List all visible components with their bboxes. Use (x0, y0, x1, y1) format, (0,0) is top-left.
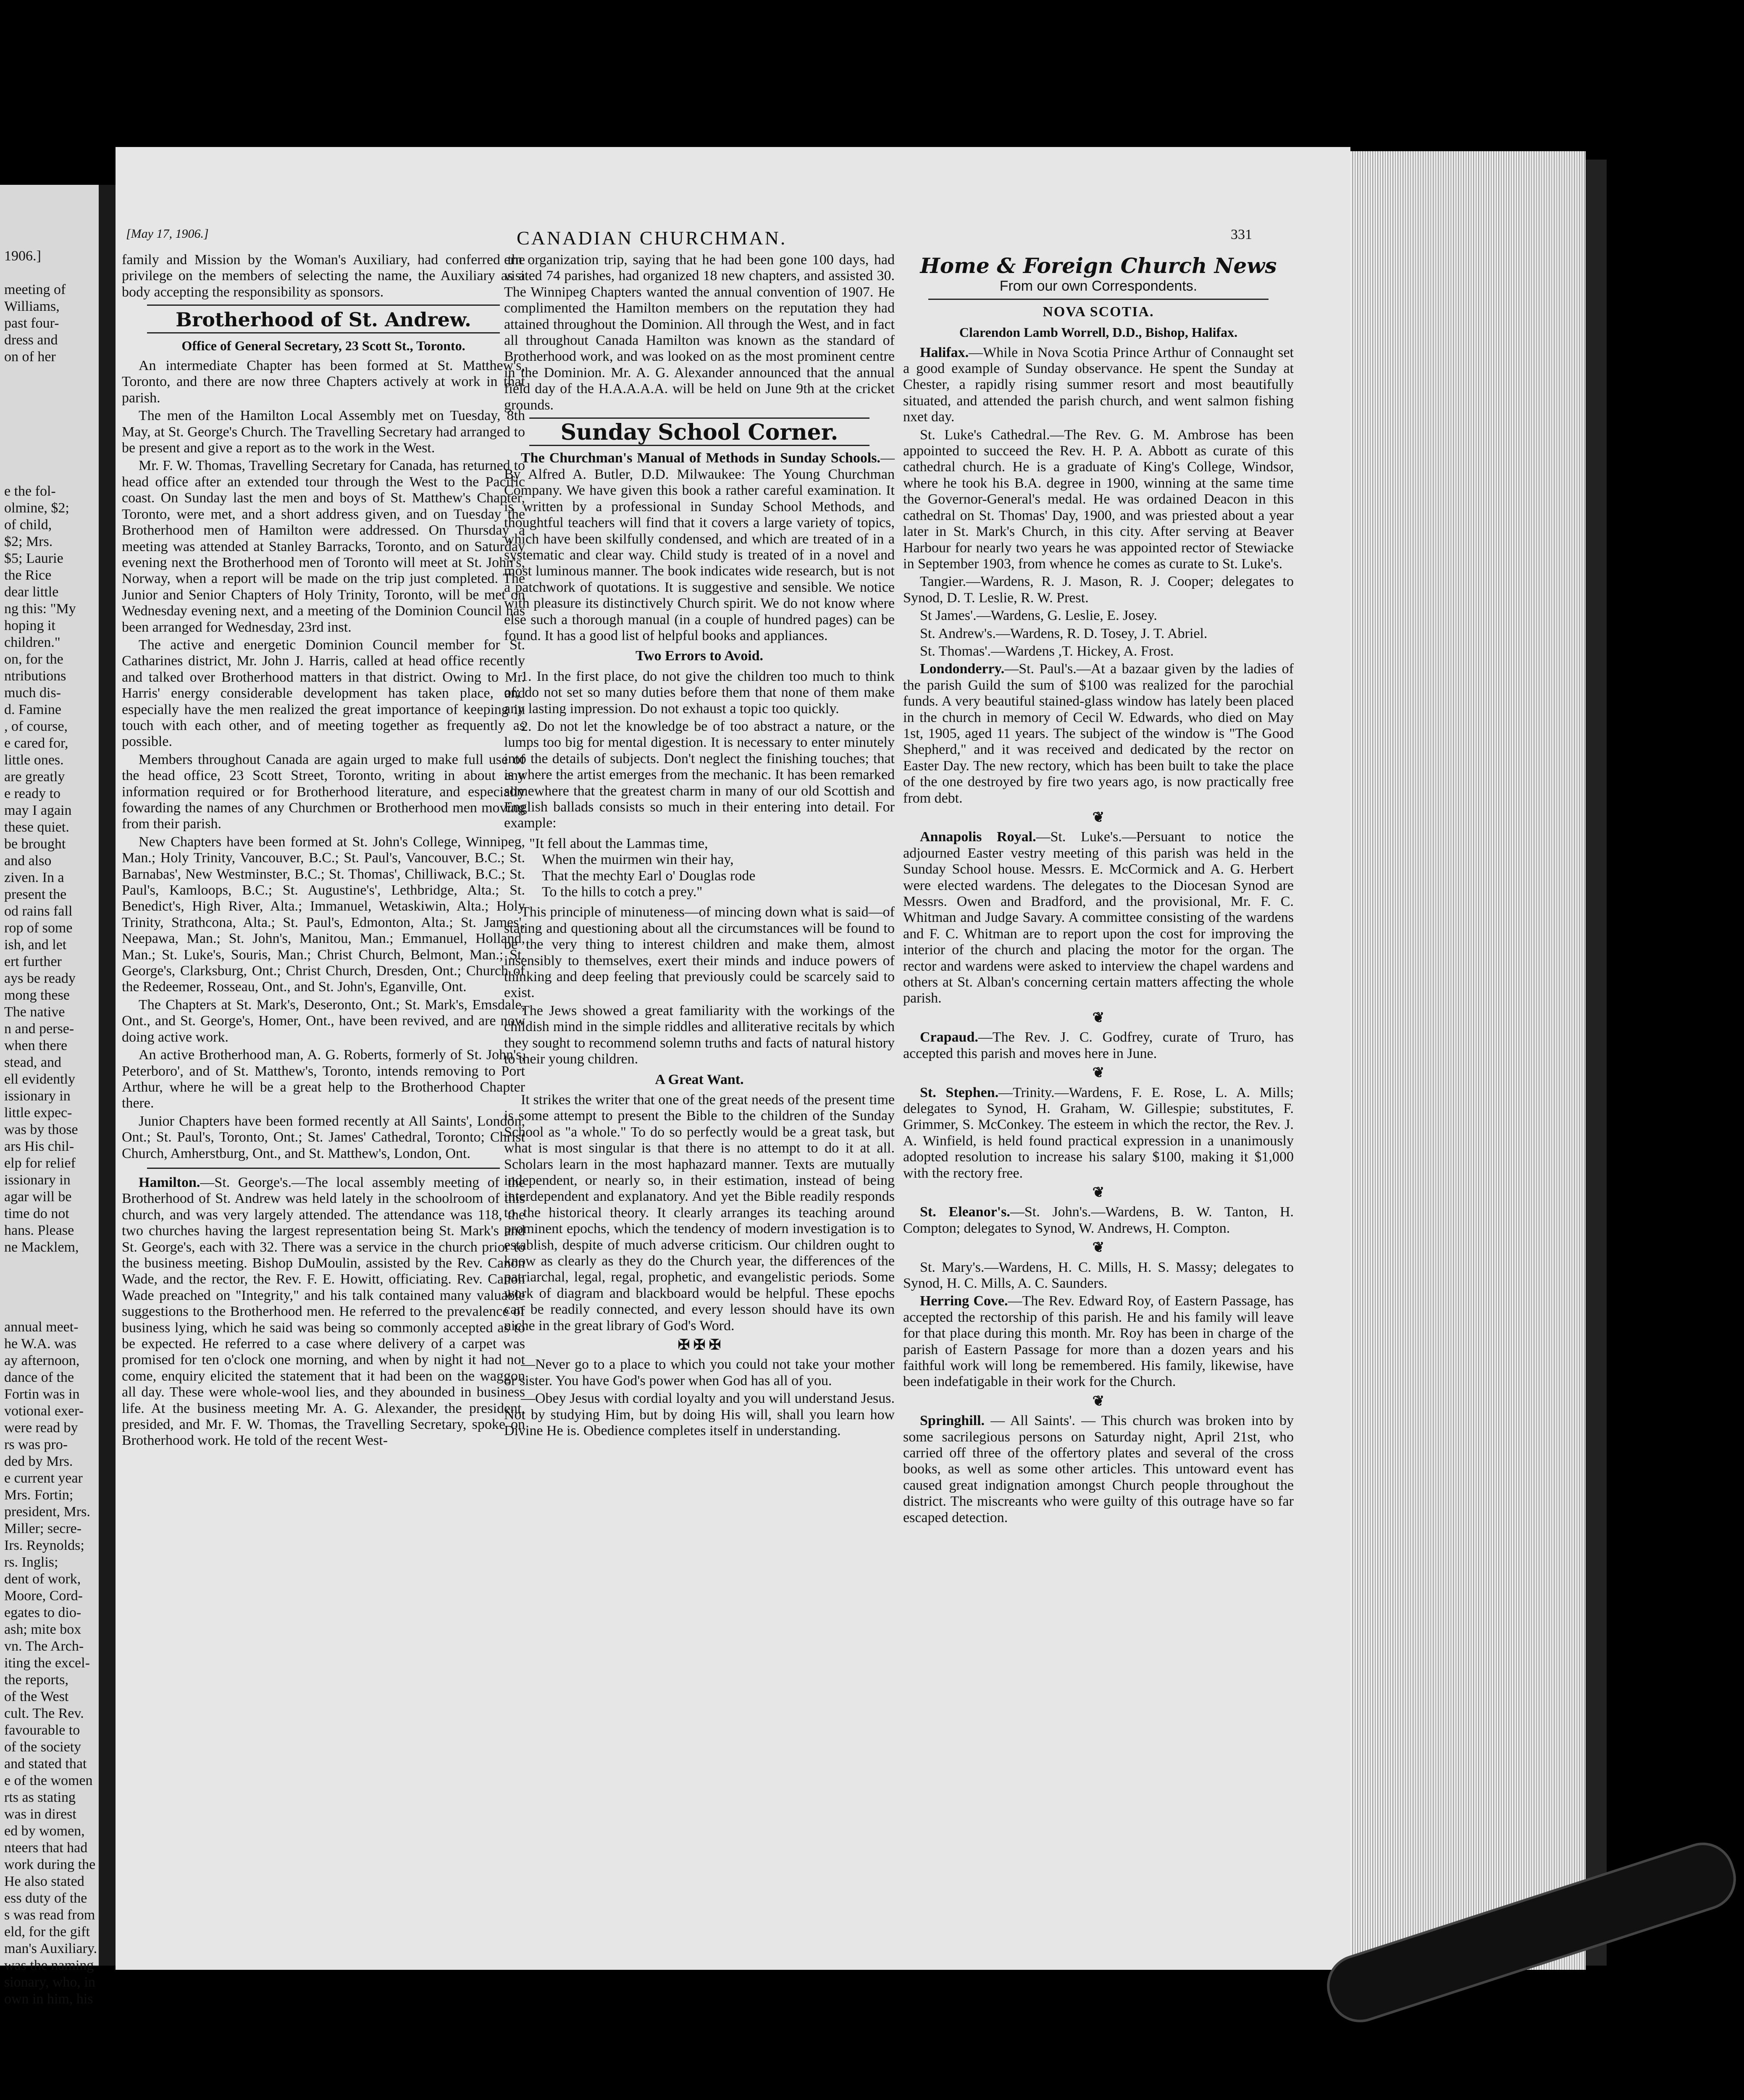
news-item-place: St. Stephen. (920, 1084, 999, 1100)
flourish: ❦ (1092, 1184, 1105, 1200)
hamilton-paragraph (122, 1175, 525, 1449)
news-item-place: Londonderry. (920, 661, 1005, 677)
news-item (903, 661, 1294, 806)
news-item (903, 1413, 1294, 1526)
left-page-text-lower: annual meet- he W.A. was ay afternoon, dance of the Fortin was in votional exer- were read by rs was pro- ded by Mrs. e current year Mrs. Fortin; president, Mrs. Miller; secre- Irs. Reynolds; rs. Inglis; dent of work, Moore, Cord- egates to dio- ash; mite box vn. The Arch- iting the excel- the reports, of the West cult. The Rev. favourable to of the society and stated that e of the women rts as stating was in direst ed by women, nteers that had work during the He also stated ess duty of the s was read from eld, for the gift man's Auxiliary. was the naming sionary, who, in own in him, his (4, 1319, 97, 2007)
news-item-text: —St. Luke's.—Persuant to notice the adjourned Easter vestry meeting of this parish was held in the Sunday School house. Messrs. E. McCormick and A. G. Herbert were elected wardens. The delegates to the Diocesan Synod are Messrs. Owen and Bradford, and the provisional, Mr. F. C. Whitman and Judge Savary. A committee consisting of the wardens and F. C. Whitman are to report upon the cost for improving the interior of the church and placing the motor for the organ. The rector and wardens were asked to interview the chapel wardens and others at St. Alban's concerning certain matters affecting the whole parish. (903, 829, 1294, 1006)
ornament: ✠ ✠ ✠ (678, 1337, 721, 1353)
news-item-place: Springhill. (920, 1413, 985, 1429)
divider (147, 1168, 500, 1169)
paragraph: The active and energetic Dominion Council member for St. Catharines district, Mr. John J. Harris, called at head office recently and talked over Brotherhood matters in that district. Owing to Mr. Harris' energy considerable development has taken place, and especially have the men realized the great importance of keeping in touch with each other, and of meeting together as frequently as possible. (122, 637, 525, 750)
news-item-text: St. Mary's.—Wardens, H. C. Mills, H. S. Massy; delegates to Synod, H. C. Mills, A. C. Saunders. (903, 1259, 1294, 1291)
news-item (903, 427, 1294, 572)
intro-paragraph: family and Mission by the Woman's Auxiliary, had conferred the privilege on the members of selecting the name, the Auxiliary as a body accepting the responsibility as sponsors. (122, 252, 525, 300)
section-heading-brotherhood: Brotherhood of St. Andrew. (176, 308, 471, 331)
news-item-text: —St. John's.—Wardens, B. W. Tanton, H. Compton; delegates to Synod, W. Andrews, H. Compton. (903, 1204, 1294, 1236)
divider (147, 332, 500, 333)
province-heading: NOVA SCOTIA. (1043, 304, 1154, 320)
maxim: —Obey Jesus with cordial loyalty and you will understand Jesus. Not by studying Him, but by doing His will, shall you learn how Divine He is. Obedience completes itself in understanding. (504, 1391, 895, 1439)
paragraph: The Jews showed a great familiarity with the workings of the childish mind in the simple riddles and alliterative recitals by which they sought to recommend solemn truths and facts of natural history to their young children. (504, 1003, 895, 1067)
hamilton-text: —St. George's.—The local assembly meeting of the Brotherhood of St. Andrew was held lately in the schoolroom of this church, and was very largely attended. The attendance was 118, the two churches having the largest representation being St. Mark's and St. George's, each with 32. There was a service in the church prior to the business meeting. Bishop DuMoulin, assisted by the Rev. Canon Wade, and the rector, the Rev. F. E. Howitt, officiating. Rev. Canon Wade preached on "Integrity," and his talk contained many valuable suggestions to the Brotherhood men. He referred to the prevalence of business lying, which he said was being so commonly accepted as to be expected. He referred to a case where delivery of a carpet was promised for ten o'clock one morning, and when by night it had not come, enquiry elicited the statement that it had been on the waggon all day. These were whole-wool lies, and they abounded in business life. At the business meeting Mr. A. G. Alexander, the president, presided, and Mr. F. W. Thomas, the Travelling Secretary, spoke on Brotherhood work. He told of the recent West- (122, 1174, 525, 1449)
paragraph: 1. In the first place, do not give the children too much to think of; do not set so many duties before them that none of them make any lasting impression. Do not exhaust a topic too quickly. (504, 668, 895, 717)
paragraph: The men of the Hamilton Local Assembly met on Tuesday, 8th May, at St. George's Church. The Travelling Secretary had arranged to be present and give a report as to the work in the West. (122, 408, 525, 456)
news-item-text: St. Luke's Cathedral.—The Rev. G. M. Ambrose has been appointed to succeed the Rev. H. P. A. Abbott as curate of this cathedral church. He is a graduate of King's College, Windsor, where he took his B.A. degree in 1900, winning at the same time the Governor-General's medal. He was ordained Deacon in this cathedral on St. Thomas' Day, 1900, and was priested about a year later in St. Mark's Church, in this city. After serving at Beaver Harbour for nearly two years he was appointed rector of Stewiacke in September 1903, from whence he comes as curate to St. Luke's. (903, 427, 1294, 572)
column-1 (122, 252, 525, 1451)
poem-line: That the mechty Earl o' Douglas rode (542, 868, 756, 884)
maxim: —Never go to a place to which you could not take your mother or sister. You have God's power when God has all of you. (504, 1357, 895, 1389)
column-2 (504, 252, 895, 1441)
paragraph: The Chapters at St. Mark's, Deseronto, Ont.; St. Mark's, Emsdale, Ont., and St. George's, Homer, Ont., have been revived, and are now doing active work. (122, 997, 525, 1045)
paragraph: This principle of minuteness—of mincing down what is said—of stating and questioning about all the circumstances will be found to be the very thing to interest children and make them, almost insensibly to themselves, exert their minds and induce powers of thinking and deep feeling that previously could be scarcely said to exist. (504, 904, 895, 1001)
great-want-text: It strikes the writer that one of the great needs of the present time is some attempt to present the Bible to the children of the Sunday School as "a whole." To do so perfectly would be a great task, but what is most singular is that there is no attempt to do it at all. Scholars learn in the most haphazard manner. Texts are mutually independent, or nearly so, in their estimation, instead of being interdependent and explanatory. And yet the Bible readily responds to the historical theory. It clearly arranges its teaching around prominent epochs, which the tendency of modern investigation is to establish, despite of much adverse criticism. Our children ought to know as clearly as they do the Church year, the differences of the patriarchal, legal, regal, prophetic, and evangelistic periods. Some work of diagram and blackboard would be helpful. These epochs can be readily connected, and every lesson should have its own niche in the great library of God's Word. (504, 1092, 895, 1334)
news-item-text: St. Thomas'.—Wardens ,T. Hickey, A. Frost. (920, 643, 1174, 659)
book-gutter (99, 185, 116, 1966)
bishop-line: Clarendon Lamb Worrell, D.D., Bishop, Halifax. (959, 325, 1238, 340)
news-item-place: Annapolis Royal. (920, 829, 1036, 845)
manual-review (504, 450, 895, 644)
news-item-text: St James'.—Wardens, G. Leslie, E. Josey. (920, 608, 1157, 624)
poem-line: When the muirmen win their hay, (542, 852, 734, 868)
news-item-text: —The Rev. J. C. Godfrey, curate of Truro, has accepted this parish and moves here in June. (903, 1029, 1294, 1061)
news-item (903, 643, 1294, 659)
paragraph: Mr. F. W. Thomas, Travelling Secretary for Canada, has returned to head office after an extended tour through the West to the Pacific coast. On Sunday last the men and boys of St. Matthew's Chapter, Toronto, were met, and a short address given, and on Tuesday the Brotherhood men of Hamilton were addressed. On Thursday a meeting was attended at Stanley Barracks, Toronto, and on Saturday evening next the Brotherhood men of Toronto will meet at St. John's, Norway, when a report will be made on the trip just completed. The Junior and Senior Chapters of Holy Trinity, Toronto, will be met on Wednesday evening next, and a meeting of the Dominion Council has been arranged for Wednesday, 23rd inst. (122, 458, 525, 635)
correspondents-subtitle: From our own Correspondents. (999, 278, 1198, 294)
flourish: ❦ (1092, 1065, 1105, 1081)
news-items (903, 345, 1294, 1526)
news-item-text: Tangier.—Wardens, R. J. Mason, R. J. Cooper; delegates to Synod, D. T. Leslie, R. W. Prest. (903, 574, 1294, 606)
office-line: Office of General Secretary, 23 Scott St., Toronto. (181, 338, 465, 353)
news-item-place: Herring Cove. (920, 1293, 1008, 1309)
hamilton-lead: Hamilton. (139, 1174, 200, 1190)
news-item-text: —The Rev. Edward Roy, of Eastern Passage, has accepted the rectorship of this parish. He and his family will leave for that place during this month. Mr. Roy has been in charge of the parish of Eastern Passage for more than a dozen years and his faithful work will long be remembered. His family, likewise, have been indefatigable in their work for the Church. (903, 1293, 1294, 1390)
paragraph: An active Brotherhood man, A. G. Roberts, formerly of St. John's, Peterboro', and of St. Matthew's, Toronto, intends removing to Port Arthur, where he will be a great help to the Brotherhood Chapter there. (122, 1047, 525, 1111)
manual-text: —By Alfred A. Butler, D.D. Milwaukee: The Young Churchman Company. We have given this book a rather careful examination. It is written by a professional in Sunday School Methods, and thoughtful teachers will find that it covers a large variety of topics, which have been skilfully condensed, and which are treated of in a systematic and clear way. Child study is treated of in a novel and most luminous manner. The book indicates wide research, but is not a patchwork of quotations. It is suggestive and sensible. We notice with pleasure its distinctively Church spirit. We do not know where else such a thorough manual (in a couple of hundred pages) can be found. It has a good list of helpful books and appliances. (504, 450, 895, 643)
poem-line: "It fell about the Lammas time, (529, 835, 708, 851)
paragraph: New Chapters have been formed at St. John's College, Winnipeg, Man.; Holy Trinity, Vancouver, B.C.; St. Paul's, Vancouver, B.C.; St. Barnabas', New Westminster, B.C.; St. Thomas', Chilliwack, B.C.; St. Paul's, Kamloops, B.C.; St. Augustine's', Lethbridge, Alta.; St. Benedict's, High River, Alta.; Immanuel, Wetaskiwin, Alta.; Holy Trinity, Strathcona, Alta.; St. Paul's, Edmonton, Alta.; St. James', Neepawa, Man.; St. John's, Manitou, Man.; Emmanuel, Holland, Man.; St. Luke's, Souris, Man.; Christ Church, Belmont, Man.; St. George's, Clarksburg, Ont.; Christ Church, Dresden, Ont.; Church of the Redeemer, Rosseau, Ont., and St. John's, Eganville, Ont. (122, 834, 525, 995)
continued-paragraph: ern organization trip, saying that he had been gone 100 days, had visited 74 parishes, had organized 18 new chapters, and assisted 30. The Winnipeg Chapters wanted the annual convention of 1907. He complimented the Hamilton members on the reputation they had attained throughout the Dominion. All through the West, and in fact all throughout Canada Hamilton was known as the standard of Brotherhood work, and was looked on as the most prominent centre in the Dominion. Mr. A. G. Alexander announced that the annual field day of the H.A.A.A.A. will be held on June 9th at the cricket grounds. (504, 252, 895, 413)
after-poem-paragraphs (504, 904, 895, 1067)
flourish: ❦ (1092, 1393, 1105, 1409)
maxims (504, 1357, 895, 1439)
paragraph: 2. Do not let the knowledge be of too abstract a nature, or the lumps too big for mental digestion. It is necessary to enter minutely into the details of subjects. Don't neglect the finishing touches; that is where the artist emerges from the mechanic. It has been remarked somewhere that the greatest charm in many of our old Scottish and English ballads consists so much in their entering into detail. For example: (504, 718, 895, 831)
column-3 (903, 252, 1294, 1528)
news-item (903, 1085, 1294, 1181)
great-want-heading: A Great Want. (655, 1071, 744, 1087)
paragraph: Junior Chapters have been formed recently at All Saints', London, Ont.; St. Paul's, Toronto, Ont.; St. James' Cathedral, Toronto; Christ Church, Amherstburg, Ont., and St. Matthew's, London, Ont. (122, 1113, 525, 1161)
news-item (903, 1029, 1294, 1062)
poem-line: To the hills to cotch a prey." (542, 884, 703, 900)
news-item (903, 829, 1294, 1006)
page-title: CANADIAN CHURCHMAN. (517, 227, 787, 249)
page-date: [May 17, 1906.] (126, 227, 209, 241)
section-heading-church-news: Home & Foreign Church News (920, 253, 1277, 278)
flourish: ❦ (1092, 810, 1105, 825)
book-spine-shadow (1586, 160, 1607, 1966)
news-item (903, 345, 1294, 425)
news-item (903, 1293, 1294, 1390)
news-item-text: —Trinity.—Wardens, F. E. Rose, L. A. Mills; delegates to Synod, H. Graham, W. Gillespie; substitutes, F. Grimmer, S. McConkey. The esteem in which the rector, the Rev. J. A. Winfield, is held found practical expression in a unanimously adopted resolution to increase his salary $100, making it $1,000 with the rectory free. (903, 1084, 1294, 1181)
manual-title: The Churchman's Manual of Methods in Sunday Schools. (521, 450, 880, 466)
news-item (903, 608, 1294, 624)
news-item-place: Crapaud. (920, 1029, 978, 1045)
news-item (903, 1204, 1294, 1236)
news-item-place: St. Eleanor's. (920, 1204, 1010, 1220)
section-heading-sunday-school: Sunday School Corner. (560, 420, 838, 446)
news-item-text: —While in Nova Scotia Prince Arthur of Connaught set a good example of Sunday observance. He spent the Sunday at Chester, a rapidly rising summer resort and most beautifully situated, and attended the parish church, and went salmon fishing nxet day. (903, 344, 1294, 425)
paragraph: An intermediate Chapter has been formed at St. Matthew's, Toronto, and there are now three Chapters actively at work in that parish. (122, 358, 525, 406)
divider (529, 417, 869, 419)
news-item (903, 626, 1294, 642)
news-item-place: Halifax. (920, 344, 969, 360)
news-item-text: —St. Paul's.—At a bazaar given by the ladies of the parish Guild the sum of $100 was realized for the parochial funds. A very beautiful stained-glass window has lately been placed in the church in memory of Cecil W. Edwards, who died on May 1st, 1905, aged 11 years. The subject of the window is "The Good Shepherd," and it was received and dedicated by the rector on Easter Day. The new rectory, which has been built to take the place of the one destroyed by fire two years ago, is now practically free from debt. (903, 661, 1294, 806)
left-page-fragment (0, 185, 99, 2007)
news-item-text: St. Andrew's.—Wardens, R. D. Tosey, J. T. Abriel. (920, 625, 1208, 641)
flourish: ❦ (1092, 1240, 1105, 1256)
errors-paragraphs (504, 669, 895, 832)
ballad-quote (504, 836, 895, 900)
flourish: ❦ (1092, 1010, 1105, 1026)
divider (147, 304, 500, 306)
errors-heading: Two Errors to Avoid. (635, 648, 764, 664)
paragraph: Members throughout Canada are again urged to make full use of the head office, 23 Scott Street, Toronto, writing in about any information required or for Brotherhood literature, and especially fowarding the names of any Churchmen or Brotherhood men moving from their parish. (122, 751, 525, 832)
news-item (903, 1260, 1294, 1292)
brotherhood-paragraphs (122, 358, 525, 1162)
news-item (903, 574, 1294, 606)
page-number: 331 (1231, 227, 1252, 242)
page-edges (1350, 151, 1586, 1970)
divider (928, 299, 1269, 300)
news-item-text: — All Saints'. — This church was broken into by some sacrilegious persons on Saturday night, April 21st, who carried off three of the offertory plates and several of the cross books, as well as some other articles. This untoward event has caused great indignation amongst Church people throughout the district. The miscreants who were guilty of this outrage have so far escaped detection. (903, 1413, 1294, 1525)
left-page-text-upper: 1906.] meeting of Williams, past four- dress and on of her e the fol- olmine, $2; of child, $2; Mrs. $5; Laurie the Rice dear little ng this: "My hoping it children." on, for the ntributions much dis- d. Famine , of course, e cared for, little ones. are greatly e ready to may I again these quiet. be brought and also ziven. In a present the od rains fall rop of some ish, and let ert further ays be ready mong these The native n and perse- when there stead, and ell evidently issionary in little expec- was by those ars His chil- elp for relief issionary in agar will be time do not hans. Please ne Macklem, (4, 248, 79, 1255)
